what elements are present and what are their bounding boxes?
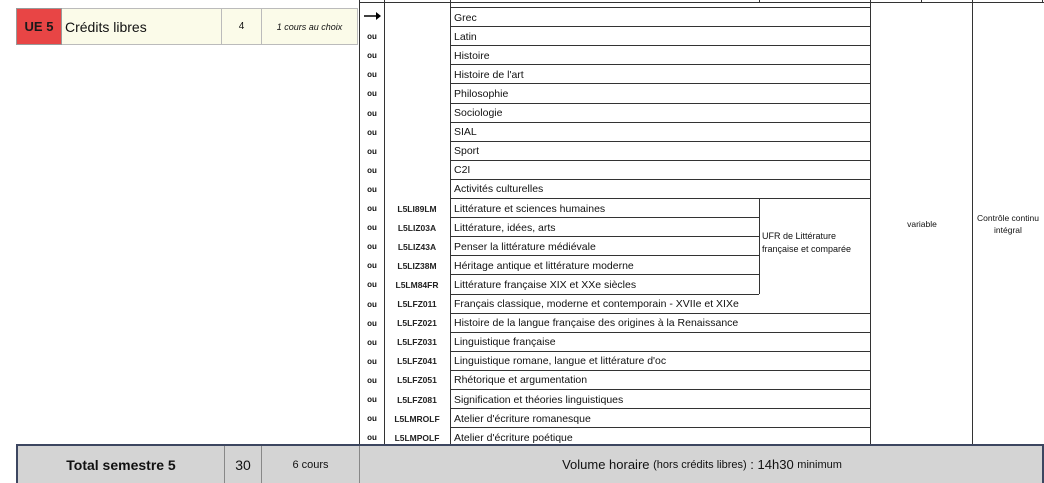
semester-total-bar bbox=[16, 444, 1044, 483]
course-code: L5LI89LM bbox=[397, 203, 437, 214]
course-code: L5LFZ041 bbox=[397, 356, 437, 367]
course-name: Latin bbox=[454, 30, 477, 43]
course-code: L5LIZ38M bbox=[397, 260, 437, 271]
course-code: L5LIZ03A bbox=[397, 222, 437, 233]
course-code bbox=[384, 46, 450, 65]
ue-title: Crédits libres bbox=[62, 8, 222, 45]
course-code bbox=[384, 104, 450, 123]
course-code: L5LM84FR bbox=[395, 279, 439, 290]
course-name: SIAL bbox=[454, 126, 477, 139]
course-name: Sport bbox=[454, 145, 480, 158]
ue-credits: 4 bbox=[222, 8, 262, 45]
course-code: L5LFZ031 bbox=[397, 337, 437, 348]
course-name: C2I bbox=[454, 164, 471, 177]
row-prefix: ou bbox=[367, 280, 377, 290]
course-code: L5LFZ021 bbox=[397, 318, 437, 329]
row-prefix: ou bbox=[367, 356, 377, 366]
row-prefix: ou bbox=[367, 261, 377, 271]
row-prefix: ou bbox=[367, 108, 377, 118]
row-prefix: ou bbox=[367, 299, 377, 309]
row-prefix: ou bbox=[367, 433, 377, 443]
volume-prefix: Volume horaire bbox=[562, 457, 650, 472]
course-name: Français classique, moderne et contemporain - XVIIe et XIXe bbox=[454, 298, 739, 310]
course-name: Histoire bbox=[454, 49, 490, 62]
row-prefix: ou bbox=[367, 318, 377, 328]
total-label: Total semestre 5 bbox=[18, 446, 225, 483]
row-prefix: ou bbox=[367, 89, 377, 99]
course-name: Rhétorique et argumentation bbox=[454, 374, 588, 387]
course-name: Linguistique romane, langue et littérature d'oc bbox=[454, 355, 667, 368]
volume-note: (hors crédits libres) bbox=[653, 458, 747, 471]
course-name: Héritage antique et littérature moderne bbox=[454, 259, 634, 272]
assessment-mode: Contrôle continu intégral bbox=[977, 213, 1039, 235]
course-code bbox=[384, 161, 450, 180]
grid-line bbox=[359, 2, 1044, 3]
course-name: Atelier d'écriture poétique bbox=[454, 431, 573, 444]
row-prefix: ou bbox=[367, 146, 377, 156]
course-name: Activités culturelles bbox=[454, 183, 544, 196]
course-name: Grec bbox=[454, 11, 477, 24]
row-prefix: ou bbox=[367, 242, 377, 252]
total-volume bbox=[360, 446, 1044, 483]
grid-line bbox=[450, 7, 870, 8]
course-code bbox=[384, 65, 450, 84]
grid-line bbox=[450, 0, 451, 446]
hours-value: variable bbox=[907, 219, 937, 229]
row-prefix: ou bbox=[367, 127, 377, 137]
ue-choice: 1 cours au choix bbox=[262, 8, 358, 45]
ue-badge: UE 5 bbox=[16, 8, 62, 45]
course-name: Histoire de l'art bbox=[454, 68, 524, 81]
course-name: Histoire de la langue française des origines à la Renaissance bbox=[454, 317, 739, 330]
total-credits: 30 bbox=[225, 446, 262, 483]
total-courses: 6 cours bbox=[262, 446, 360, 483]
row-prefix: ou bbox=[367, 337, 377, 347]
volume-suffix: minimum bbox=[797, 458, 842, 471]
ufr-note: UFR de Littérature française et comparée bbox=[762, 231, 852, 254]
row-prefix: ou bbox=[367, 414, 377, 424]
row-prefix: ou bbox=[367, 32, 377, 42]
course-name: Penser la littérature médiévale bbox=[454, 240, 596, 253]
row-prefix: ou bbox=[367, 184, 377, 194]
row-prefix: ou bbox=[367, 375, 377, 385]
course-name: Littérature, idées, arts bbox=[454, 221, 556, 234]
course-name: Littérature et sciences humaines bbox=[454, 202, 606, 215]
course-code: L5LFZ081 bbox=[397, 394, 437, 405]
row-prefix: ou bbox=[367, 70, 377, 80]
row-prefix: ou bbox=[367, 204, 377, 213]
course-code: L5LFZ011 bbox=[397, 299, 437, 309]
course-code: L5LMROLF bbox=[394, 413, 440, 424]
grid-line bbox=[384, 0, 385, 446]
course-name: Sociologie bbox=[454, 107, 503, 119]
course-code bbox=[384, 180, 450, 199]
course-code bbox=[384, 123, 450, 142]
course-code bbox=[384, 84, 450, 103]
course-name: Atelier d'écriture romanesque bbox=[454, 412, 591, 425]
course-code: L5LMPOLF bbox=[394, 432, 440, 443]
row-prefix: ou bbox=[367, 165, 377, 175]
row-prefix: ou bbox=[367, 223, 377, 233]
course-name: Littérature française XIX et XXe siècles bbox=[454, 278, 637, 291]
arrow-right-icon bbox=[362, 10, 382, 22]
grid-line bbox=[870, 0, 871, 446]
volume-value: : 14h30 bbox=[750, 457, 794, 472]
row-prefix: ou bbox=[367, 51, 377, 61]
grid-line bbox=[759, 0, 760, 3]
course-name: Linguistique française bbox=[454, 336, 556, 349]
course-code bbox=[384, 8, 450, 27]
grid-line bbox=[921, 0, 922, 3]
course-name: Signification et théories linguistiques bbox=[454, 393, 624, 406]
course-code: L5LIZ43A bbox=[397, 241, 437, 252]
course-code bbox=[384, 142, 450, 161]
course-code bbox=[384, 27, 450, 46]
grid-line bbox=[359, 0, 360, 446]
grid-line bbox=[1042, 0, 1043, 3]
course-name: Philosophie bbox=[454, 87, 509, 100]
course-code: L5LFZ051 bbox=[397, 375, 437, 386]
row-prefix: ou bbox=[367, 395, 377, 404]
